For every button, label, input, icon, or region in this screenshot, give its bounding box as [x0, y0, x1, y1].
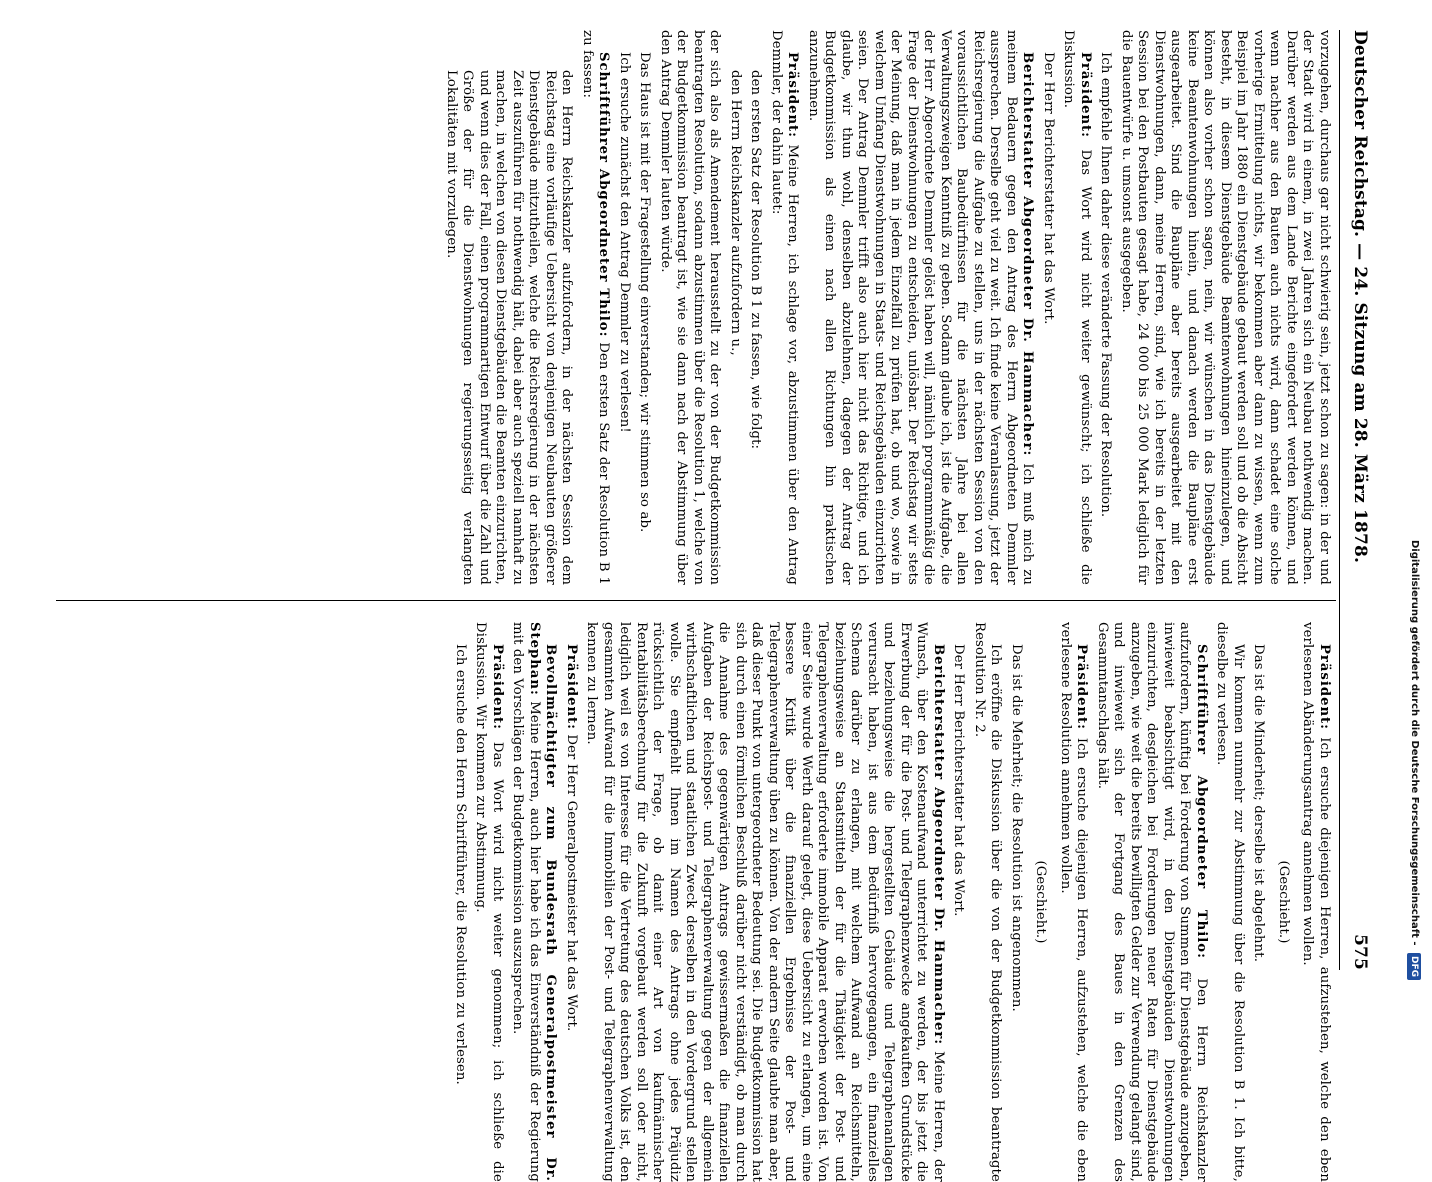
speaker-paragraph — [768, 30, 801, 585]
paragraph: Ich eröffne die Diskussion über die von der Budgetkommission beantragte Resolution Nr. 2. — [972, 622, 1004, 1182]
stage-direction: (Geschieht.) — [1033, 860, 1049, 944]
speaker-name: Präsident: — [785, 52, 801, 139]
dfg-credit — [1404, 20, 1424, 980]
quoted-text: den Herrn Reichskanzler aufzufordern, in der nächsten Session dem Reichstag eine vorläufige Uebersicht von denjenigen Neubauten größerer Dienstgebäude mitzutheilen, welche die Reichsregierung in der nächsten Zeit auszuführen für nothwendig hält, dabei aber auch speziell namhaft zu machen, in welchen von diesen Dienstgebäuden die Beamten einzurichten, und wenn dies der Fall, einen programmartigen Entwurf über die Zahl und Größe der für die Dienstwohnungen regierungsseitig verlangten Lokalitäten mit vorzulegen. — [444, 70, 575, 585]
speaker-name: Präsident: — [1074, 644, 1090, 731]
paragraph: Ich ersuche zunächst den Antrag Demmler zu verlesen! — [617, 52, 632, 433]
paragraph: Das ist die Minderheit; derselbe ist abgelehnt. — [1251, 644, 1267, 963]
speaker-paragraph — [583, 622, 946, 1182]
dfg-credit-text: Digitalisierung gefördert durch die Deutsche Forschungsgemeinschaft - — [1409, 539, 1420, 946]
header-rule — [1339, 30, 1340, 970]
speaker-paragraph — [509, 622, 559, 1182]
speaker-paragraph — [1094, 622, 1210, 1182]
speech-text: Meine Herren, der Wunsch, über den Kostenaufwand unterrichtet zu werden, der bis jetzt die Erwerbung der für die Post- und Telegraphenzwecke angekauften Grundstücke und beziehungsweise die hergestellten Gebäude und Telegraphenanlagen verursacht haben, ist aus dem Bedürfniß hervorgegangen, ein finanzielles Schema darüber zu erlangen, mit welchem Aufwand an Reichsmitteln, beziehungsweise an Staatsmitteln der für die Thätigkeit der Post- und Telegraphenverwaltung erforderte immobile Apparat erworben worden ist. Von einer Seite wurde Werth darauf gelegt, diese Uebersicht zu erlangen, um eine bessere Kritik über die finanziellen Ergebnisse der Post- und Telegraphenverwaltung üben zu können. Von der andern Seite glaubte man aber, daß dieser Punkt von untergeordneter Bedeutung sei. Die Budgetkommission hat sich durch einen förmlichen Beschluß darüber nicht verständigt, ob man durch die Annahme des gegenwärtigen Antrags gewissermaßen die finanziellen Aufgaben der Reichspost- und Telegraphenverwaltung gegen der allgemein wirthschaftlichen und staatlichen Zweck derselben in den Vordergrund stellen wolle. Sie empfiehlt Ihnen im Namen des Antrags ohne jedes Präjudiz rücksichtlich der Frage, ob damit einer Art von kaufmännischer Rentabilitätsberechnung für die Zukunft vorgebaut werden soll oder nicht, lediglich weil es von Interesse für die Vertretung des deutschen Volks ist, den gesammten Aufwand für die Immobilien der Post- und Telegraphenverwaltung kennen zu lernen. — [584, 622, 946, 1182]
paragraph: Ich ersuche den Herrn Schriftführer, die Resolution zu verlesen. — [453, 644, 468, 1085]
header-title: Deutscher Reichstag. — 24. Sitzung am 28. März 1878. — [1350, 30, 1371, 564]
speaker-paragraph — [1057, 622, 1090, 1182]
speech-text: Den Herrn Reichskanzler aufzufordern, künftig bei Forderung von Summen für Dienstgebäude anzugeben, inwieweit beabsichtigt wird, in den Dienstgebäuden Dienstwohnungen einzurichten, desgleichen bei Forderungen neuer Raten für Dienstgebäude anzugeben, wie weit die bereits bewilligten Gelder zur Verwendung gelangt sind, und inwieweit sich der Fortgang des Baues in den Grenzen des Gesammtanschlags hält. — [1095, 622, 1209, 1182]
speech-text: Meine Herren, auch hier habe ich das Einverständniß der Regierung mit den Vorschlägen der Budgetkommission auszusprechen. — [510, 622, 542, 1182]
paragraph: Der Herr Berichterstatter hat das Wort. — [951, 644, 967, 917]
paragraph: der sich also als Amendement herausstellt zu der von der Budgetkommission beantragten Resolution, sodann abzustimmen über die Resolution 1, welche von der Budgetkommission beantragt ist, wie sie dann nach der Abstimmung über den Antrag Demmler lauten würde. — [658, 30, 723, 585]
speaker-paragraph — [1299, 622, 1332, 1182]
paragraph: Wir kommen nunmehr zur Abstimmung über die Resolution B 1. Ich bitte, dieselbe zu verlesen. — [1214, 622, 1246, 1182]
paragraph: Das ist die Mehrheit; die Resolution ist angenommen. — [1009, 644, 1024, 1012]
speech-text: Ich ersuche diejenigen Herren, aufzustehen, welche die eben verlesene Resolution annehmen wollen. — [1058, 622, 1090, 1182]
rotated-page-content — [35, 0, 1380, 1182]
paragraph: Das Haus ist mit der Fragestellung einverstanden; wir stimmen so ab. — [637, 52, 653, 533]
speaker-paragraph — [1060, 30, 1093, 585]
speaker-name: Präsident: — [1317, 644, 1332, 731]
speaker-name: Bevollmächtigter zum Bundesrath Generalpostmeister Dr. Stephan: — [527, 622, 559, 1182]
speech-text: Ich ersuche diejenigen Herren, aufzustehen, welche den eben verlesenen Abänderungsantrag annehmen wollen. — [1300, 622, 1332, 1182]
paragraph: vorzugehen, durchaus gar nicht schwierig sein, jetzt schon zu sagen: in der und der Stadt wird in einem, in zwei Jahren sich ein Neubau nothwendig machen. Darüber werden aus dem Lande Berichte eingefordert werden können, und wenn nachher aus den Bauten auch nichts wird, dann schadet eine solche vorherige Ermittelung nichts, wir bekommen aber dann zu wissen, wenn zum Beispiel im Jahr 1880 ein Dienstgebäude gebaut werden soll und ob die Absicht besteht, in diesem Dienstgebäude Beamtenwohnungen hineinzulegen, und können also vorher schon sagen, nein, wir wünschen in das Dienstgebäude keine Beamtenwohnungen hinein, und danach werden die Baupläne erst ausgearbeitet. Sind die Baupläne aber bereits ausgearbeitet mit den Dienstwohnungen, dann, meine Herren, sind, wie ich bereits in der letzten Session bei den Postbauten gesagt habe, 24 000 bis 25 000 Mark lediglich für die Bauentwürfe u. umsonst ausgegeben. — [1119, 30, 1332, 585]
speech-text: Das Wort wird nicht weiter genommen; ich schließe die Diskussion. Wir kommen zur Abstimmung. — [473, 622, 505, 1182]
stage-direction: (Geschieht.) — [1276, 860, 1291, 944]
page-header — [1340, 30, 1380, 970]
speaker-name: Schriftführer Abgeordneter Thilo: — [1194, 644, 1209, 959]
speaker-name: Präsident: — [490, 644, 505, 731]
speech-text: Meine Herren, ich schlage vor, abzustimmen über den Antrag Demmler, der dahin lautet: — [769, 30, 801, 586]
dfg-credit-strip — [1404, 20, 1424, 980]
speaker-paragraph — [805, 30, 1036, 585]
speaker-name: Präsident: — [1078, 52, 1093, 139]
left-column — [439, 30, 1333, 585]
speaker-name: Berichterstatter Abgeordneter Dr. Hammacher: — [1020, 52, 1036, 457]
speech-text: Den ersten Satz der Resolution B 1 zu fassen: — [580, 30, 612, 586]
speech-text: Ich muß mich zu meinem Bedauern gegen den Antrag des Herrn Abgeordneten Demmler aussprechen. Derselbe geht viel zu weit. Ich finde keine Veranlassung, jetzt der Reichsregierung die Aufgabe zu stellen, uns in der nächsten Session von den voraussichtlichen Baubedürfnissen für die nächsten Jahre bei allen Verwaltungszweigen Kenntniß zu geben. Sodann glaube ich, ist die Aufgabe, die der Herr Abgeordnete Demmler gelöst haben will, nämlich programmmäßig die Frage der Dienstwohnungen zu entscheiden, unlösbar. Der Reichstag wir stets der Meinung, daß man in jedem Einzelfall zu prüfen hat, ob und wo, sowie in welchem Umfang Dienstwohnungen in Staats- und Reichsgebäuden einzurichten seien. Der Antrag Demmler trifft also auch hier nicht das Richtige, und ich glaube, wir thun wohl, denselben abzulehnen, dagegen der Antrag der Budgetkommission als einen nach allen Richtungen hin praktischen anzunehmen. — [806, 30, 1036, 586]
paragraph: Ich empfehle Ihnen daher diese veränderte Fassung der Resolution. — [1098, 52, 1114, 518]
speech-text: Der Herr Generalpostmeister hat das Wort. — [564, 734, 579, 1032]
paragraph: Der Herr Berichterstatter hat das Wort. — [1041, 52, 1056, 325]
page-number: 575 — [1350, 934, 1371, 970]
speaker-name: Berichterstatter Abgeordneter Dr. Hammacher: — [931, 644, 946, 1046]
speech-text: Das Wort wird nicht weiter gewünscht; ich schließe die Diskussion. — [1061, 30, 1093, 586]
quoted-text: den Herrn Reichskanzler aufzufordern u., — [728, 70, 743, 356]
speaker-paragraph — [472, 622, 505, 1182]
speaker-name: Präsident: — [564, 644, 579, 731]
speaker-paragraph — [563, 622, 580, 1182]
speaker-paragraph — [579, 30, 612, 585]
right-column — [448, 622, 1333, 1182]
quoted-text: den ersten Satz der Resolution B 1 zu fassen, wie folgt: — [748, 70, 764, 450]
dfg-logo-icon: DFG — [1407, 953, 1421, 980]
speaker-name: Schriftführer Abgeordneter Thilo: — [596, 52, 612, 338]
column-divider — [56, 600, 1336, 601]
